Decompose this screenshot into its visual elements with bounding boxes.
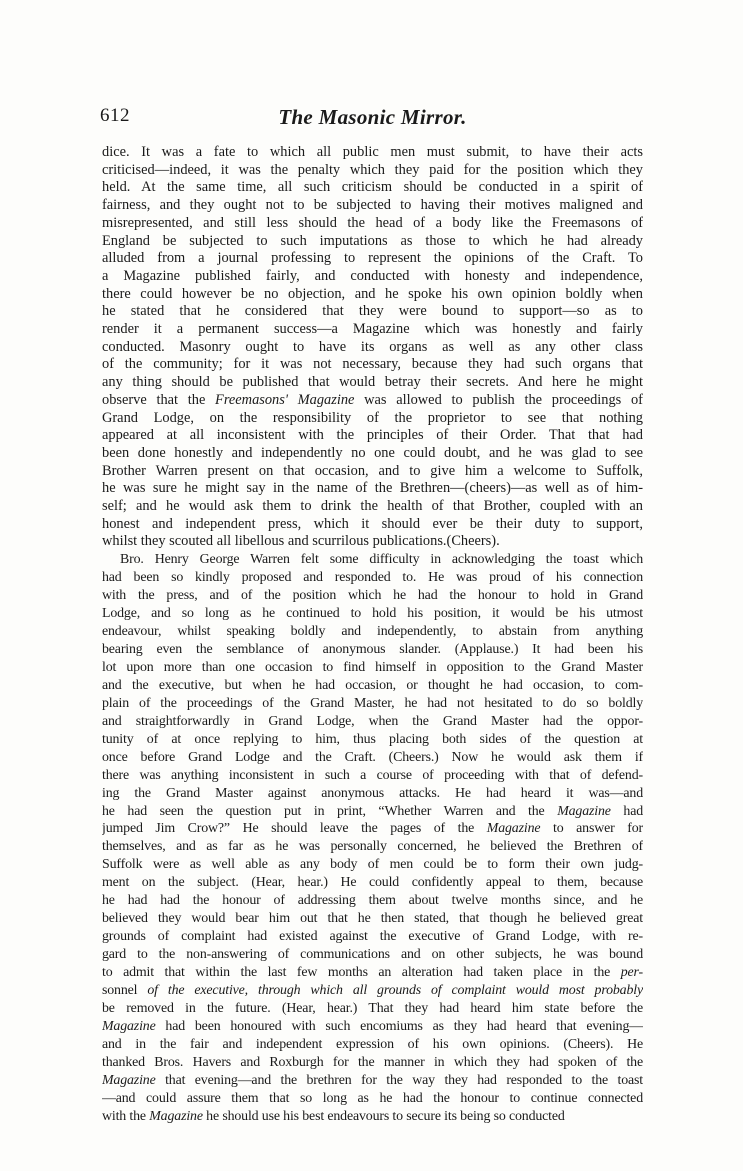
text-line: there was anything inconsistent in such a course of proceeding with that of defend- bbox=[102, 767, 643, 783]
text-line: honest and independent press, which it should ever be their duty to support, bbox=[102, 515, 643, 532]
text-line: ment on the subject. (Hear, hear.) He could confidently appeal to them, because bbox=[102, 875, 643, 891]
text-line: he was sure he might say in the name of the Brethren—(cheers)—as well as of him- bbox=[102, 480, 643, 497]
text-line: and the executive, but when he had occasion, or thought he had occasion, to com- bbox=[102, 677, 643, 693]
text-line: bearing even the semblance of anonymous slander. (Applause.) It had been his bbox=[102, 641, 643, 657]
text-line: thanked Bros. Havers and Roxburgh for the manner in which they had spoken of the bbox=[102, 1054, 643, 1070]
text-line: Suffolk were as well able as any body of men could be to form their own judg- bbox=[102, 857, 643, 873]
text-line: render it a permanent success—a Magazine which was honestly and fairly bbox=[102, 321, 643, 338]
page-header bbox=[100, 105, 645, 135]
text-line: endeavour, whilst speaking boldly and independently, to abstain from anything bbox=[102, 623, 643, 639]
text-line: with the Magazine he should use his best endeavours to secure its being so conducted bbox=[102, 1108, 565, 1124]
page-number: 612 bbox=[100, 105, 130, 126]
text-line: held. At the same time, all such criticism should be conducted in a spirit of bbox=[102, 179, 643, 196]
text-line: plain of the proceedings of the Grand Master, he had not hesitated to do so boldly bbox=[102, 695, 643, 711]
text-line: themselves, and as far as he was personally concerned, he believed the Brethren of bbox=[102, 839, 643, 855]
text-line: Magazine that evening—and the brethren for the way they had responded to the toast bbox=[102, 1072, 643, 1088]
text-line: be removed in the future. (Hear, hear.) That they had heard him state before the bbox=[102, 1001, 643, 1016]
text-line: he had seen the question put in print, “Whether Warren and the Magazine had bbox=[102, 803, 643, 819]
text-line: jumped Jim Crow?” He should leave the pages of the Magazine to answer for bbox=[102, 821, 643, 837]
text-line: observe that the Freemasons' Magazine was allowed to publish the proceedings of bbox=[102, 391, 643, 408]
text-line: alluded from a journal professing to represent the opinions of the Craft. To bbox=[102, 250, 643, 267]
paragraph-2 bbox=[102, 551, 643, 1126]
text-line: ing the Grand Master against anonymous attacks. He had heard it was—and bbox=[102, 785, 643, 801]
text-line: believed they would bear him out that he then stated, that though he believed great bbox=[102, 911, 643, 927]
text-line: of the community; for it was not necessary, because they had such organs that bbox=[102, 356, 643, 373]
text-line: Grand Lodge, on the responsibility of the proprietor to see that nothing bbox=[102, 409, 643, 426]
text-line: criticised—indeed, it was the penalty which they paid for the position which they bbox=[102, 161, 643, 178]
text-line: with the press, and of the position which he had the honour to hold in Grand bbox=[102, 588, 643, 604]
text-line: and straightforwardly in Grand Lodge, when the Grand Master had the oppor- bbox=[102, 713, 643, 729]
text-line: a Magazine published fairly, and conducted with honesty and independence, bbox=[102, 267, 643, 284]
text-line: Brother Warren present on that occasion, and to give him a welcome to Suffolk, bbox=[102, 462, 643, 479]
text-line: lot upon more than one occasion to find himself in opposition to the Grand Master bbox=[102, 659, 643, 675]
text-line: Bro. Henry George Warren felt some difficulty in acknowledging the toast which bbox=[120, 552, 643, 568]
text-line: once before Grand Lodge and the Craft. (Cheers.) Now he would ask them if bbox=[102, 749, 643, 765]
text-line: sonnel of the executive, through which all grounds of complaint would most probably bbox=[102, 983, 643, 999]
text-line: England be subjected to such imputations as those to which he had already bbox=[102, 232, 643, 249]
text-line: self; and he would ask them to drink the health of that Brother, coupled with an bbox=[102, 498, 643, 515]
text-line: gard to the non-answering of communications and on other subjects, he was bound bbox=[102, 947, 643, 963]
text-line: to admit that within the last few months an alteration had taken place in the per- bbox=[102, 965, 643, 981]
text-line: he stated that he considered that they were bound to support—so as to bbox=[102, 303, 643, 320]
text-line: had been so kindly proposed and responded to. He was proud of his connection bbox=[102, 570, 643, 586]
text-line: tunity of at once replying to him, thus placing both sides of the question at bbox=[102, 731, 643, 747]
text-line: conducted. Masonry ought to have its organs as well as any other class bbox=[102, 338, 643, 355]
text-line: misrepresented, and still less should the head of a body like the Freemasons of bbox=[102, 214, 643, 231]
text-line: any thing should be published that would betray their secrets. And here he might bbox=[102, 374, 643, 391]
text-line: he had had the honour of addressing them about twelve months since, and he bbox=[102, 893, 643, 909]
text-line: grounds of complaint had existed against the executive of Grand Lodge, with re- bbox=[102, 929, 643, 945]
text-line: —and could assure them that so long as he had the honour to continue connected bbox=[102, 1090, 643, 1106]
text-line: whilst they scouted all libellous and scurrilous publications.(Cheers). bbox=[102, 533, 500, 550]
text-line: Lodge, and so long as he continued to hold his position, it would be his utmost bbox=[102, 606, 643, 622]
text-line: dice. It was a fate to which all public men must submit, to have their acts bbox=[102, 144, 643, 160]
article-body bbox=[102, 144, 643, 1126]
text-line: Magazine had been honoured with such encomiums as they had heard that evening— bbox=[102, 1018, 643, 1034]
text-line: fairness, and they ought not to be subjected to having their motives maligned and bbox=[102, 197, 643, 214]
text-line: there could however be no objection, and he spoke his own opinion boldly when bbox=[102, 285, 643, 302]
text-line: and in the fair and independent expression of his own opinions. (Cheers). He bbox=[102, 1036, 643, 1052]
text-line: been done honestly and independently no one could doubt, and he was glad to see bbox=[102, 444, 643, 461]
text-line: appeared at all inconsistent with the principles of their Order. That that had bbox=[102, 427, 643, 444]
running-title: The Masonic Mirror. bbox=[278, 105, 467, 129]
paragraph-1 bbox=[102, 144, 643, 551]
